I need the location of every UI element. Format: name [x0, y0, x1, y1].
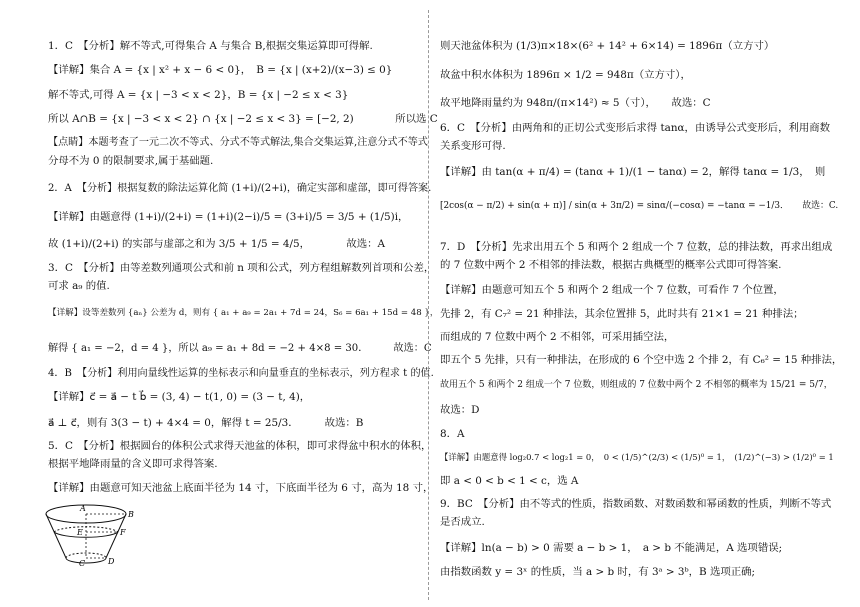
q3-analysis-2: 可求 a₉ 的值.: [48, 280, 110, 292]
label-E: E: [77, 528, 83, 537]
label-C: C: [79, 559, 86, 568]
q7-detail-2: 先排 2，有 C₇² = 21 种排法，其余位置排 5，此时共有 21×1 = 21 种排法；: [440, 308, 804, 320]
q3-detail: 【详解】设等差数列 {aₙ} 公差为 d，则有 { a₁ + a₉ = 2a₁ + 7d = 24，S₆ = 6a₁ + 15d = 48 }，: [48, 308, 439, 318]
column-divider: [428, 10, 429, 600]
q1-analysis: 1．C 【分析】解不等式,可得集合 A 与集合 B,根据交集运算即可得解.: [48, 40, 373, 52]
q1-intersection: 所以 A∩B = {x | −3 < x < 2} ∩ {x | −2 ≤ x < 3} = [−2, 2) 所以选 C: [48, 113, 438, 125]
q9-analysis-1: 9．BC 【分析】由不等式的性质，指数函数、对数函数和幂函数的性质，判断不等式: [440, 498, 832, 510]
q2-detail: 【详解】由题意得 (1+i)/(2+i) = (1+i)(2−i)/5 = (3+i)/5 = 3/5 + (1/5)i，: [48, 211, 409, 223]
q4-analysis: 4．B 【分析】利用向量线性运算的坐标表示和向量垂直的坐标表示，列方程求 t 的值.: [48, 368, 434, 379]
q6-analysis-2: 关系变形可得.: [440, 140, 506, 152]
q3-analysis-1: 3．C 【分析】由等差数列通项公式和前 n 项和公式，列方程组解数列首项和公差，: [48, 262, 435, 274]
q7-detail-4: 即五个 5 先排，只有一种排法，在形成的 6 个空中选 2 个排 2，有 C₆² = 15 种排法，: [440, 354, 843, 366]
q4-answer: a⃗ ⊥ c⃗，则有 3(3 − t) + 4×4 = 0，解得 t = 25/3． 故选：B: [48, 417, 364, 429]
q7-analysis-1: 7．D 【分析】先求出用五个 5 和两个 2 组成一个 7 位数，总的排法数，再求出组成: [440, 241, 833, 253]
q5-analysis-1: 5．C 【分析】根据圆台的体积公式求得天池盆的体积，即可求得盆中积水的体积，: [48, 440, 432, 452]
label-F: F: [120, 528, 126, 537]
q1-solve: 解不等式,可得 A = {x | −3 < x < 2}，B = {x | −2 ≤ x < 3}: [48, 89, 349, 101]
q8-detail: 【详解】由题意得 log₂0.7 < log₂1 = 0， 0 < (1/5)^(2/3) < (1/5)⁰ = 1， (1/2)^(−3) > (1/2)⁰ = 1: [440, 452, 834, 462]
q9-analysis-2: 是否成立.: [440, 516, 485, 528]
q7-answer: 故选：D: [440, 404, 480, 416]
label-B: B: [128, 510, 134, 519]
q1-comment-2: 分母不为 0 的限制要求,属于基础题.: [48, 155, 214, 167]
q6-detail-expr: [2cos(α − π/2) + sin(α + π)] / sin(α + 3π/2) = sinα/(−cosα) = −tanα = −1/3． 故选：C.: [440, 201, 839, 211]
q4-detail: 【详解】c⃗ = a⃗ − t b⃗ = (3, 4) − t(1, 0) = (3 − t, 4)，: [48, 391, 311, 403]
q8-answer-head: 8．A: [440, 428, 465, 440]
q8-conclusion: 即 a < 0 < b < 1 < c，选 A: [440, 475, 579, 487]
q5-detail: 【详解】由题意可知天池盆上底面半径为 14 寸，下底面半径为 6 寸，高为 18 寸，: [48, 482, 434, 494]
q1-detail-sets: 【详解】集合 A = {x | x² + x − 6 < 0}， B = {x | (x+2)/(x−3) ≤ 0}: [48, 64, 393, 76]
frustum-figure: [44, 500, 144, 570]
q5-water-volume: 故盆中积水体积为 1896π × 1/2 = 948π（立方寸），: [440, 69, 691, 81]
q9-detail-b: 由指数函数 y = 3ˣ 的性质，当 a > b 时，有 3ᵃ > 3ᵇ，B 选项正确;: [440, 566, 756, 578]
label-A: A: [80, 504, 86, 513]
q3-answer: 解得 { a₁ = −2，d = 4 }，所以 a₉ = a₁ + 8d = −2 + 4×8 = 30． 故选：C: [48, 343, 432, 354]
bottom-ellipse-front: [66, 558, 106, 563]
q6-detail-tan: 【详解】由 tan(α + π/4) = (tanα + 1)/(1 − tanα) = 2，解得 tanα = 1/3， 则: [440, 166, 826, 178]
q9-detail-a: 【详解】ln(a − b) > 0 需要 a − b > 1， a > b 不能满足，A 选项错误;: [440, 542, 783, 554]
q5-analysis-2: 根据平地降雨量的含义即可求得答案.: [48, 458, 218, 470]
q6-analysis-1: 6．C 【分析】由两角和的正切公式变形后求得 tanα，由诱导公式变形后，利用商数: [440, 122, 831, 134]
q7-detail-1: 【详解】由题意可知五个 5 和两个 2 组成一个 7 位数，可看作 7 个位置，: [440, 284, 784, 296]
label-D: D: [108, 557, 115, 566]
q2-analysis: 2．A 【分析】根据复数的除法运算化简 (1+i)/(2+i)，确定实部和虚部，即可得答案.: [48, 183, 432, 194]
q5-answer: 故平地降雨量约为 948π/(π×14²) ≈ 5（寸）， 故选：C: [440, 97, 711, 109]
q7-probability: 故用五个 5 和两个 2 组成一个 7 位数，则组成的 7 位数中两个 2 不相邻的概率为 15/21 = 5/7，: [440, 380, 833, 390]
q5-volume: 则天池盆体积为 (1/3)π×18×(6² + 14² + 6×14) = 1896π（立方寸）: [440, 40, 775, 52]
q1-comment-1: 【点睛】本题考查了一元二次不等式、分式不等式解法,集合交集运算,注意分式不等式: [48, 137, 428, 148]
q7-detail-3: 而组成的 7 位数中两个 2 不相邻，可采用插空法，: [440, 331, 675, 343]
q2-answer: 故 (1+i)/(2+i) 的实部与虚部之和为 3/5 + 1/5 = 4/5， 故选：A: [48, 238, 386, 250]
q7-analysis-2: 的 7 位数中两个 2 不相邻的排法数，根据古典概型的概率公式即可得答案.: [440, 259, 782, 271]
